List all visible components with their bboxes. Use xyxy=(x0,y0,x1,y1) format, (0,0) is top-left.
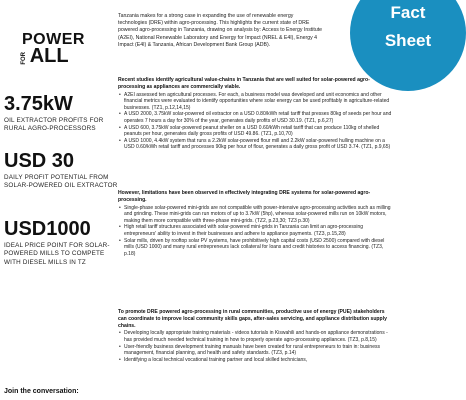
logo-all: ALL xyxy=(29,45,69,68)
stat-description: DAILY PROFIT POTENTIAL FROM SOLAR-POWERED OIL EXTRACTOR xyxy=(4,174,118,190)
badge-line-1: Fact xyxy=(390,3,426,22)
section-heading: Recent studies identify agricultural value-chains in Tanzania that are well suited for solar-powered agro-processing as appliances are commercially viable. xyxy=(118,77,370,90)
list-item: • Developing locally appropriate training materials - videos tutorials in Kiswahili and hands-on appliance demonstrations - has provided much needed technical training in how to properly operate agro-processing appliances. (TZ3, p.8,15) xyxy=(124,330,394,343)
stat-oil-extractor xyxy=(4,93,118,134)
list-item: • A2EI assessed ten agricultural processes. For each, a business model was developed and unit economics and other financial metrics were evaluated to identify opportunities where solar energy can be used profitably in agriculture-related businesses. (TZ1, p.12,14,15) xyxy=(124,92,394,112)
badge-line-2: Sheet xyxy=(384,31,432,50)
list-item: • Single-phase solar-powered mini-grids are not compatible with power-intensive agro-processing activities such as milling and grinding. These mini-grids can run motors of up to 3.7kW (5hp), whereas solar-powered mills run on 10kW motors, making them more compatible with three-phase mini-grids. (TZ2, p.23,30; TZ3 p.30) xyxy=(124,205,394,225)
list-item: • Solar mills, driven by rooftop solar PV systems, have prohibitively high capital costs (USD 2500) compared with diesel mills (USD 1000) and many rural entrepreneurs lack collateral for loans and credit histories to access financing. (TZ3, p.18) xyxy=(124,238,394,258)
list-item: • User-friendly business development training manuals have been created for rural entrepreneurs to train in: business management, financial planning, and health and safety standards. (TZ3, p.14) xyxy=(124,344,394,357)
list-item: • Identifying a local technical vocational training partner and local skilled technicians, xyxy=(124,357,394,364)
main-content xyxy=(118,0,432,400)
logo-power: POWER xyxy=(22,31,85,48)
bullet-list xyxy=(118,330,394,363)
stat-description: OIL EXTRACTOR PROFITS FOR RURAL AGRO-PROCESSORS xyxy=(4,117,104,133)
logo-row xyxy=(22,47,82,66)
section-promote-dre xyxy=(118,309,394,363)
stat-daily-profit xyxy=(4,150,118,191)
sidebar xyxy=(0,0,118,400)
stat-price-point xyxy=(4,218,118,267)
section-heading: However, limitations have been observed in effectively integrating DRE systems for solar-powered agro-processing. xyxy=(118,190,371,203)
section-limitations xyxy=(118,190,394,257)
stat-description: IDEAL PRICE POINT FOR SOLAR-POWERED MILLS TO COMPETE WITH DIESEL MILLS IN TZ xyxy=(4,242,110,266)
stat-value: USD 30 xyxy=(4,150,75,172)
section-heading: To promote DRE powered agro-processing in rural communities, productive use of energy (PUE) stakeholders can coordinate to improve local community skills gaps, after-sales servicing, and appliance distribution supply chains. xyxy=(118,309,387,329)
list-item: • A USD 2000, 3.75kW solar-powered oil extractor on a USD 0.80/kWh retail tariff that presses 80kg of seeds per hour and operates 7 hours a day for 30% of the year, generates daily profits of USD 30.19. (TZ1, p.6,27) xyxy=(124,111,394,124)
bullet-list xyxy=(118,205,394,258)
intro-paragraph: Tanzania makes for a strong case in expanding the use of renewable energy technologies (DRE) within agro-processing. This highlights the current state of DRE powered agro-processing in Tanzania, drawing on analysis by: Access to Energy Institute (A2EI), National Renewable Laboratory and Energy for Impact (NREL & E4I), Energy 4 Impact (E4I) & Tanzania, African Development Bank Group (ADB). xyxy=(118,13,323,48)
list-item: • High retail tariff structures associated with solar-powered mini-grids in Tanzania can limit an agro-processing entrepreneurs' ability to invest in their businesses and adhere to appliance payments. (TZ3, p.15,28) xyxy=(124,224,394,237)
power-for-all-logo xyxy=(21,31,85,68)
list-item: • A USD 600, 3.75kW solar-powered peanut sheller on a USD 0.60/kWh retail tariff that can produce 110kg of shelled peanuts per hour, generates daily gross profits of USD 49.86. (TZ1, p.10,70) xyxy=(124,125,394,138)
join-conversation-label: Join the conversation: xyxy=(4,388,79,395)
stat-value: 3.75kW xyxy=(4,93,73,115)
bullet-list xyxy=(118,92,394,151)
list-item: • A USD 1000, 4.4kW system that runs a 2.2kW solar-powered flour mill and 2.2kW solar-powered hulling machine on a USD 0.60/kWh retail tariff and processes 90kg per hour of flour, generates a daily gross profit of USD 3.74. (TZ1, p.9,65) xyxy=(124,138,394,151)
stat-value: USD1000 xyxy=(4,218,91,240)
logo-for: FOR xyxy=(21,51,27,65)
section-value-chains xyxy=(118,77,394,151)
